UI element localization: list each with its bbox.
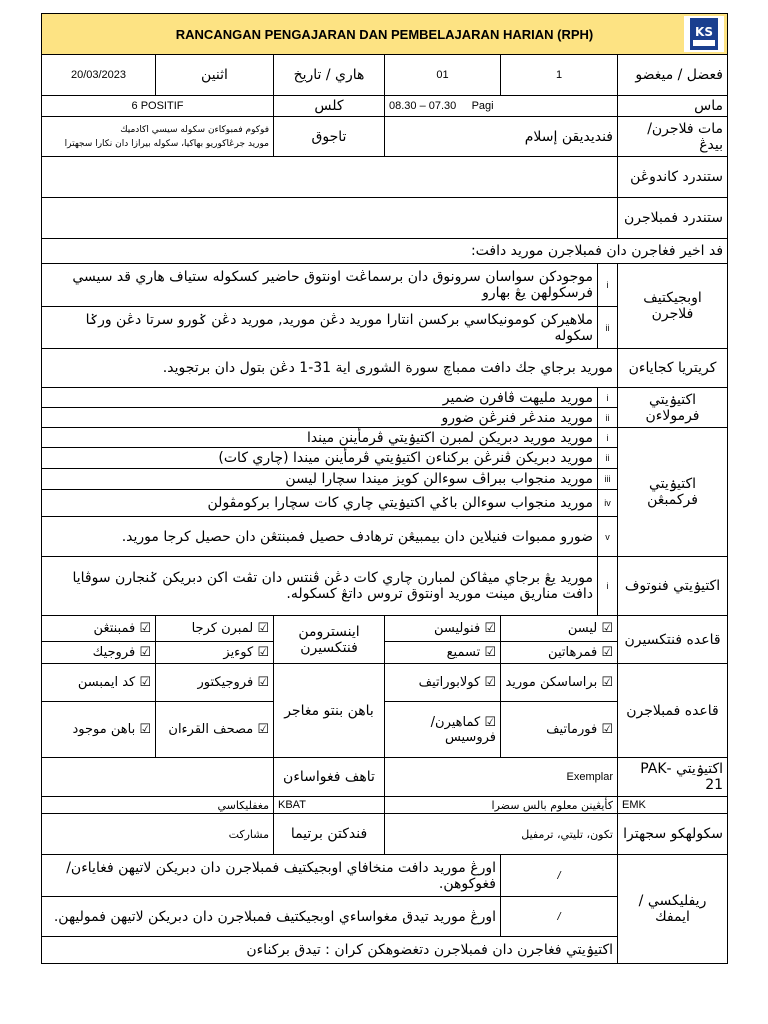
method-option[interactable]: ☑ كوءيز xyxy=(156,642,274,664)
learning-standard-value xyxy=(42,198,618,239)
main-activity-number: ii xyxy=(598,448,618,469)
topic-line-1: فوكوم فمبوكاءن سكوله سيسي اكادميك xyxy=(120,124,269,135)
objective-number: ii xyxy=(598,307,618,349)
time-label: ماس xyxy=(618,96,728,117)
assessment-instrument-label: اينسترومن فنتكسيرن xyxy=(274,616,385,664)
emk-label: EMK xyxy=(618,797,728,814)
opening-number: ii xyxy=(598,408,618,428)
rph-table xyxy=(41,13,728,964)
subject-value: فنديديقن إسلام xyxy=(385,117,618,157)
topic-value xyxy=(42,117,274,157)
kbat-label: KBAT xyxy=(274,797,385,814)
opening-item: موريد مندڠر فنرڠن ضورو xyxy=(42,408,598,428)
teaching-option[interactable]: ☑ براساسكن موريد xyxy=(501,664,618,702)
document-title xyxy=(42,14,728,55)
main-activity-item: موريد موريد دبريكن لمبرن اكتيۏيتي ڤرمأينن ميندا xyxy=(42,428,598,448)
material-option[interactable]: ☑ مصحف القرءان xyxy=(156,702,274,758)
material-option[interactable]: ☑ فروجيكتور xyxy=(156,664,274,702)
teaching-method-label: قاعده فمبلاجرن xyxy=(618,664,728,758)
material-option[interactable]: ☑ كد ايمبسن xyxy=(42,664,156,702)
time-text: 08.30 – 07.30 xyxy=(389,100,457,112)
topic-line-2: موريد جرڠاكوريو بهاكيا، سكوله بيرازا دان نكارا سجهترا xyxy=(64,138,269,149)
closing-activity-number: i xyxy=(598,557,618,616)
success-criteria-text: موريد برجاي جك دافت ممباچ سورة الشورى اية 31-1 دڠن بتول دان برتجويد. xyxy=(42,349,618,388)
reflection-note: اكتيۏيتي فغاجرن دان فمبلاجرن دتغضوهكن كران : تيدق بركناءن xyxy=(42,937,618,964)
opening-label: اكتيۏيتي فرمولاءن xyxy=(618,388,728,428)
svg-text:KS: KS xyxy=(695,25,713,39)
method-option[interactable]: ☑ فمرهاتين xyxy=(501,642,618,664)
assessment-empty-cell xyxy=(42,758,274,797)
opening-item: موريد مليهت ڤافرن ضمير xyxy=(42,388,598,408)
rph-document xyxy=(41,13,727,964)
reflection-mark: / xyxy=(501,855,618,897)
method-option[interactable]: ☑ فمبنتڠن xyxy=(42,616,156,642)
objectives-intro: فد اخير فغاجرن دان فمبلاجرن موريد دافت: xyxy=(42,239,728,264)
main-activity-label: اكتيۏيتي فركمبڠن xyxy=(618,428,728,557)
main-activity-item: موريد منجواب ببراڤ سوءالن كويز ميندا سچارا ليسن xyxy=(42,469,598,490)
topic-label: تاجوق xyxy=(274,117,385,157)
subject-label: مات فلاجرن/ بيدڠ xyxy=(618,117,728,157)
objectives-label: اوبجيكتيف فلاجرن xyxy=(618,264,728,349)
main-activity-number: i xyxy=(598,428,618,448)
content-standard-value xyxy=(42,157,618,198)
title-text: RANCANGAN PENGAJARAN DAN PEMBELAJARAN HARIAN (RPH) xyxy=(175,26,594,42)
date-label: هاري / تاريخ xyxy=(274,55,385,96)
teaching-option[interactable]: ☑ كماهيرن/فروسيس xyxy=(385,702,501,758)
session-text: Pagi xyxy=(471,100,494,112)
main-activity-item: موريد دبريكن ڤنرڠن بركناءن اكتيۏيتي ڤرمأينن ميندا (چاري كات) xyxy=(42,448,598,469)
main-activity-item: موريد منجواب سوءالن باݢي اكتيۏيتي چاري كات سچارا بركومڤولن xyxy=(42,490,598,517)
week-label: فعضل / ميغضو xyxy=(618,55,728,96)
main-activity-item: ضورو ممبوات فنيلاين دان بيمبيڠن ترهادف حصيل فمبنتڠن دان حصيل كرجا موريد. xyxy=(42,517,598,557)
closing-activity-label: اكتيۏيتي فنوتوف xyxy=(618,557,728,616)
class-value: 6 POSITIF xyxy=(42,96,274,117)
teaching-option[interactable]: ☑ فورماتيف xyxy=(501,702,618,758)
values-primary: تكون، تليتي، ترمفيل xyxy=(385,814,618,855)
objective-item: ملاهيركن كومونيكاسي بركسن انتارا موريد دڠن موريد, موريد دڠن ݢورو سرتا دڠن ورݢا سكوله xyxy=(42,307,598,349)
school-crest-icon xyxy=(684,16,724,52)
objective-number: i xyxy=(598,264,618,307)
time-value xyxy=(385,96,618,117)
closing-activity-text: موريد يڠ برجاي ميڤاكن لمبارن چاري كات دڠن ڤنتس دان تڤت اكن دبريكن ݢنجارن سوڤايا دافت مناريق مينت موريد اونتوق تروس داتڠ كسكوله. xyxy=(42,557,598,616)
values-label: فندكتن برتيما xyxy=(274,814,385,855)
week-value: 01 xyxy=(385,55,501,96)
assessment-level-value: Exemplar xyxy=(385,758,618,797)
method-option[interactable]: ☑ لمبرن كرجا xyxy=(156,616,274,642)
learning-standard-label: ستندرد فمبلاجرن xyxy=(618,198,728,239)
content-standard-label: ستندرد كاندوڠن xyxy=(618,157,728,198)
reflection-mark: / xyxy=(501,897,618,937)
reflection-item: اورڠ موريد دافت منخافاي اوبجيكتيف فمبلاجرن دان دبريكن لاتيهن فغاياءن/فغوكوهن. xyxy=(42,855,501,897)
method-option[interactable]: ☑ ليسن xyxy=(501,616,618,642)
day-value: اثنين xyxy=(156,55,274,96)
method-option[interactable]: ☑ فروجيك xyxy=(42,642,156,664)
number-value: 1 xyxy=(501,55,618,96)
material-option[interactable]: ☑ باهن موجود xyxy=(42,702,156,758)
objective-item: موجودكن سواسان سرونوق دان برسماڠت اونتوق حاضير كسكوله ستياف هاري قد سيسي فرسكولهن يڠ بهارو xyxy=(42,264,598,307)
reflection-item: اورڠ موريد تيدق مغواساءي اوبجيكتيف فمبلاجرن دان دبريكن لاتيهن فموليهن. xyxy=(42,897,501,937)
main-activity-number: iii xyxy=(598,469,618,490)
main-activity-number: v xyxy=(598,517,618,557)
method-option[interactable]: ☑ تسميع xyxy=(385,642,501,664)
class-label: كلس xyxy=(274,96,385,117)
success-criteria-label: كريتريا كجاياءن xyxy=(618,349,728,388)
method-option[interactable]: ☑ فنوليسن xyxy=(385,616,501,642)
assessment-level-label: تاهف فغواساءن xyxy=(274,758,385,797)
reflection-label: ريفليكسي / ايمفك xyxy=(618,855,728,964)
kbat-value: مغفليكاسي xyxy=(42,797,274,814)
teaching-aids-label: باهن بنتو مغاجر xyxy=(274,664,385,758)
date-value: 20/03/2023 xyxy=(42,55,156,96)
emk-value: كأيڠينن معلوم بالس سضرا xyxy=(385,797,618,814)
opening-number: i xyxy=(598,388,618,408)
teaching-option[interactable]: ☑ كولابوراتيف xyxy=(385,664,501,702)
pak21-label: اكتيۏيتي -PAK 21 xyxy=(618,758,728,797)
values-secondary: مشاركت xyxy=(42,814,274,855)
assessment-method-label: قاعده فنتكسيرن xyxy=(618,616,728,664)
sejahtera-label: سكولهكو سجهترا xyxy=(618,814,728,855)
main-activity-number: iv xyxy=(598,490,618,517)
